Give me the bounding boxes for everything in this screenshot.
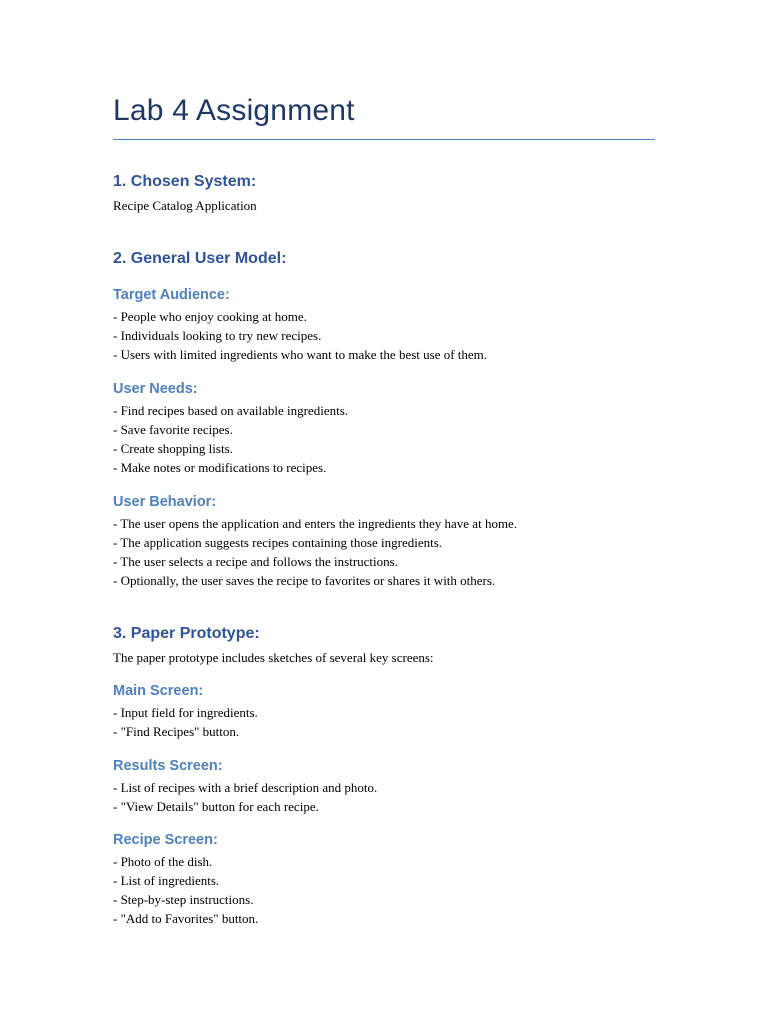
list-item: - Create shopping lists. bbox=[113, 441, 233, 456]
subheading-recipe-screen: Recipe Screen: bbox=[113, 832, 218, 848]
title-underline bbox=[113, 139, 655, 140]
list-item: - Input field for ingredients. bbox=[113, 705, 258, 720]
list-item: - The user opens the application and enters the ingredients they have at home. bbox=[113, 516, 518, 531]
list-item: - The application suggests recipes containing those ingredients. bbox=[113, 535, 443, 550]
user-behavior-list bbox=[113, 514, 517, 590]
chosen-system-text: Recipe Catalog Application bbox=[113, 198, 257, 213]
list-item: - Step-by-step instructions. bbox=[113, 892, 254, 907]
recipe-screen-list bbox=[113, 852, 258, 928]
list-item: - Optionally, the user saves the recipe to favorites or shares it with others. bbox=[113, 573, 496, 588]
list-item: - Make notes or modifications to recipes. bbox=[113, 460, 327, 475]
list-item: - Individuals looking to try new recipes. bbox=[113, 328, 322, 343]
section-heading-paper-prototype: 3. Paper Prototype: bbox=[113, 625, 260, 642]
subheading-main-screen: Main Screen: bbox=[113, 683, 204, 699]
section-heading-general-user-model: 2. General User Model: bbox=[113, 250, 287, 267]
results-screen-list bbox=[113, 778, 377, 816]
list-item: - Save favorite recipes. bbox=[113, 422, 233, 437]
list-item: - "View Details" button for each recipe. bbox=[113, 799, 319, 814]
user-needs-list bbox=[113, 401, 348, 477]
paper-prototype-intro: The paper prototype includes sketches of several key screens: bbox=[113, 650, 434, 665]
document-title: Lab 4 Assignment bbox=[113, 94, 355, 127]
subheading-results-screen: Results Screen: bbox=[113, 758, 223, 774]
list-item: - "Find Recipes" button. bbox=[113, 724, 240, 739]
list-item: - "Add to Favorites" button. bbox=[113, 911, 259, 926]
subheading-user-needs: User Needs: bbox=[113, 381, 198, 397]
list-item: - The user selects a recipe and follows the instructions. bbox=[113, 554, 398, 569]
subheading-user-behavior: User Behavior: bbox=[113, 494, 217, 510]
subheading-target-audience: Target Audience: bbox=[113, 287, 230, 303]
list-item: - List of recipes with a brief description and photo. bbox=[113, 780, 378, 795]
list-item: - Find recipes based on available ingredients. bbox=[113, 403, 349, 418]
list-item: - People who enjoy cooking at home. bbox=[113, 309, 307, 324]
list-item: - List of ingredients. bbox=[113, 873, 220, 888]
section-heading-chosen-system: 1. Chosen System: bbox=[113, 173, 257, 190]
list-item: - Photo of the dish. bbox=[113, 854, 213, 869]
list-item: - Users with limited ingredients who want to make the best use of them. bbox=[113, 347, 488, 362]
main-screen-list bbox=[113, 703, 258, 741]
target-audience-list bbox=[113, 307, 487, 364]
